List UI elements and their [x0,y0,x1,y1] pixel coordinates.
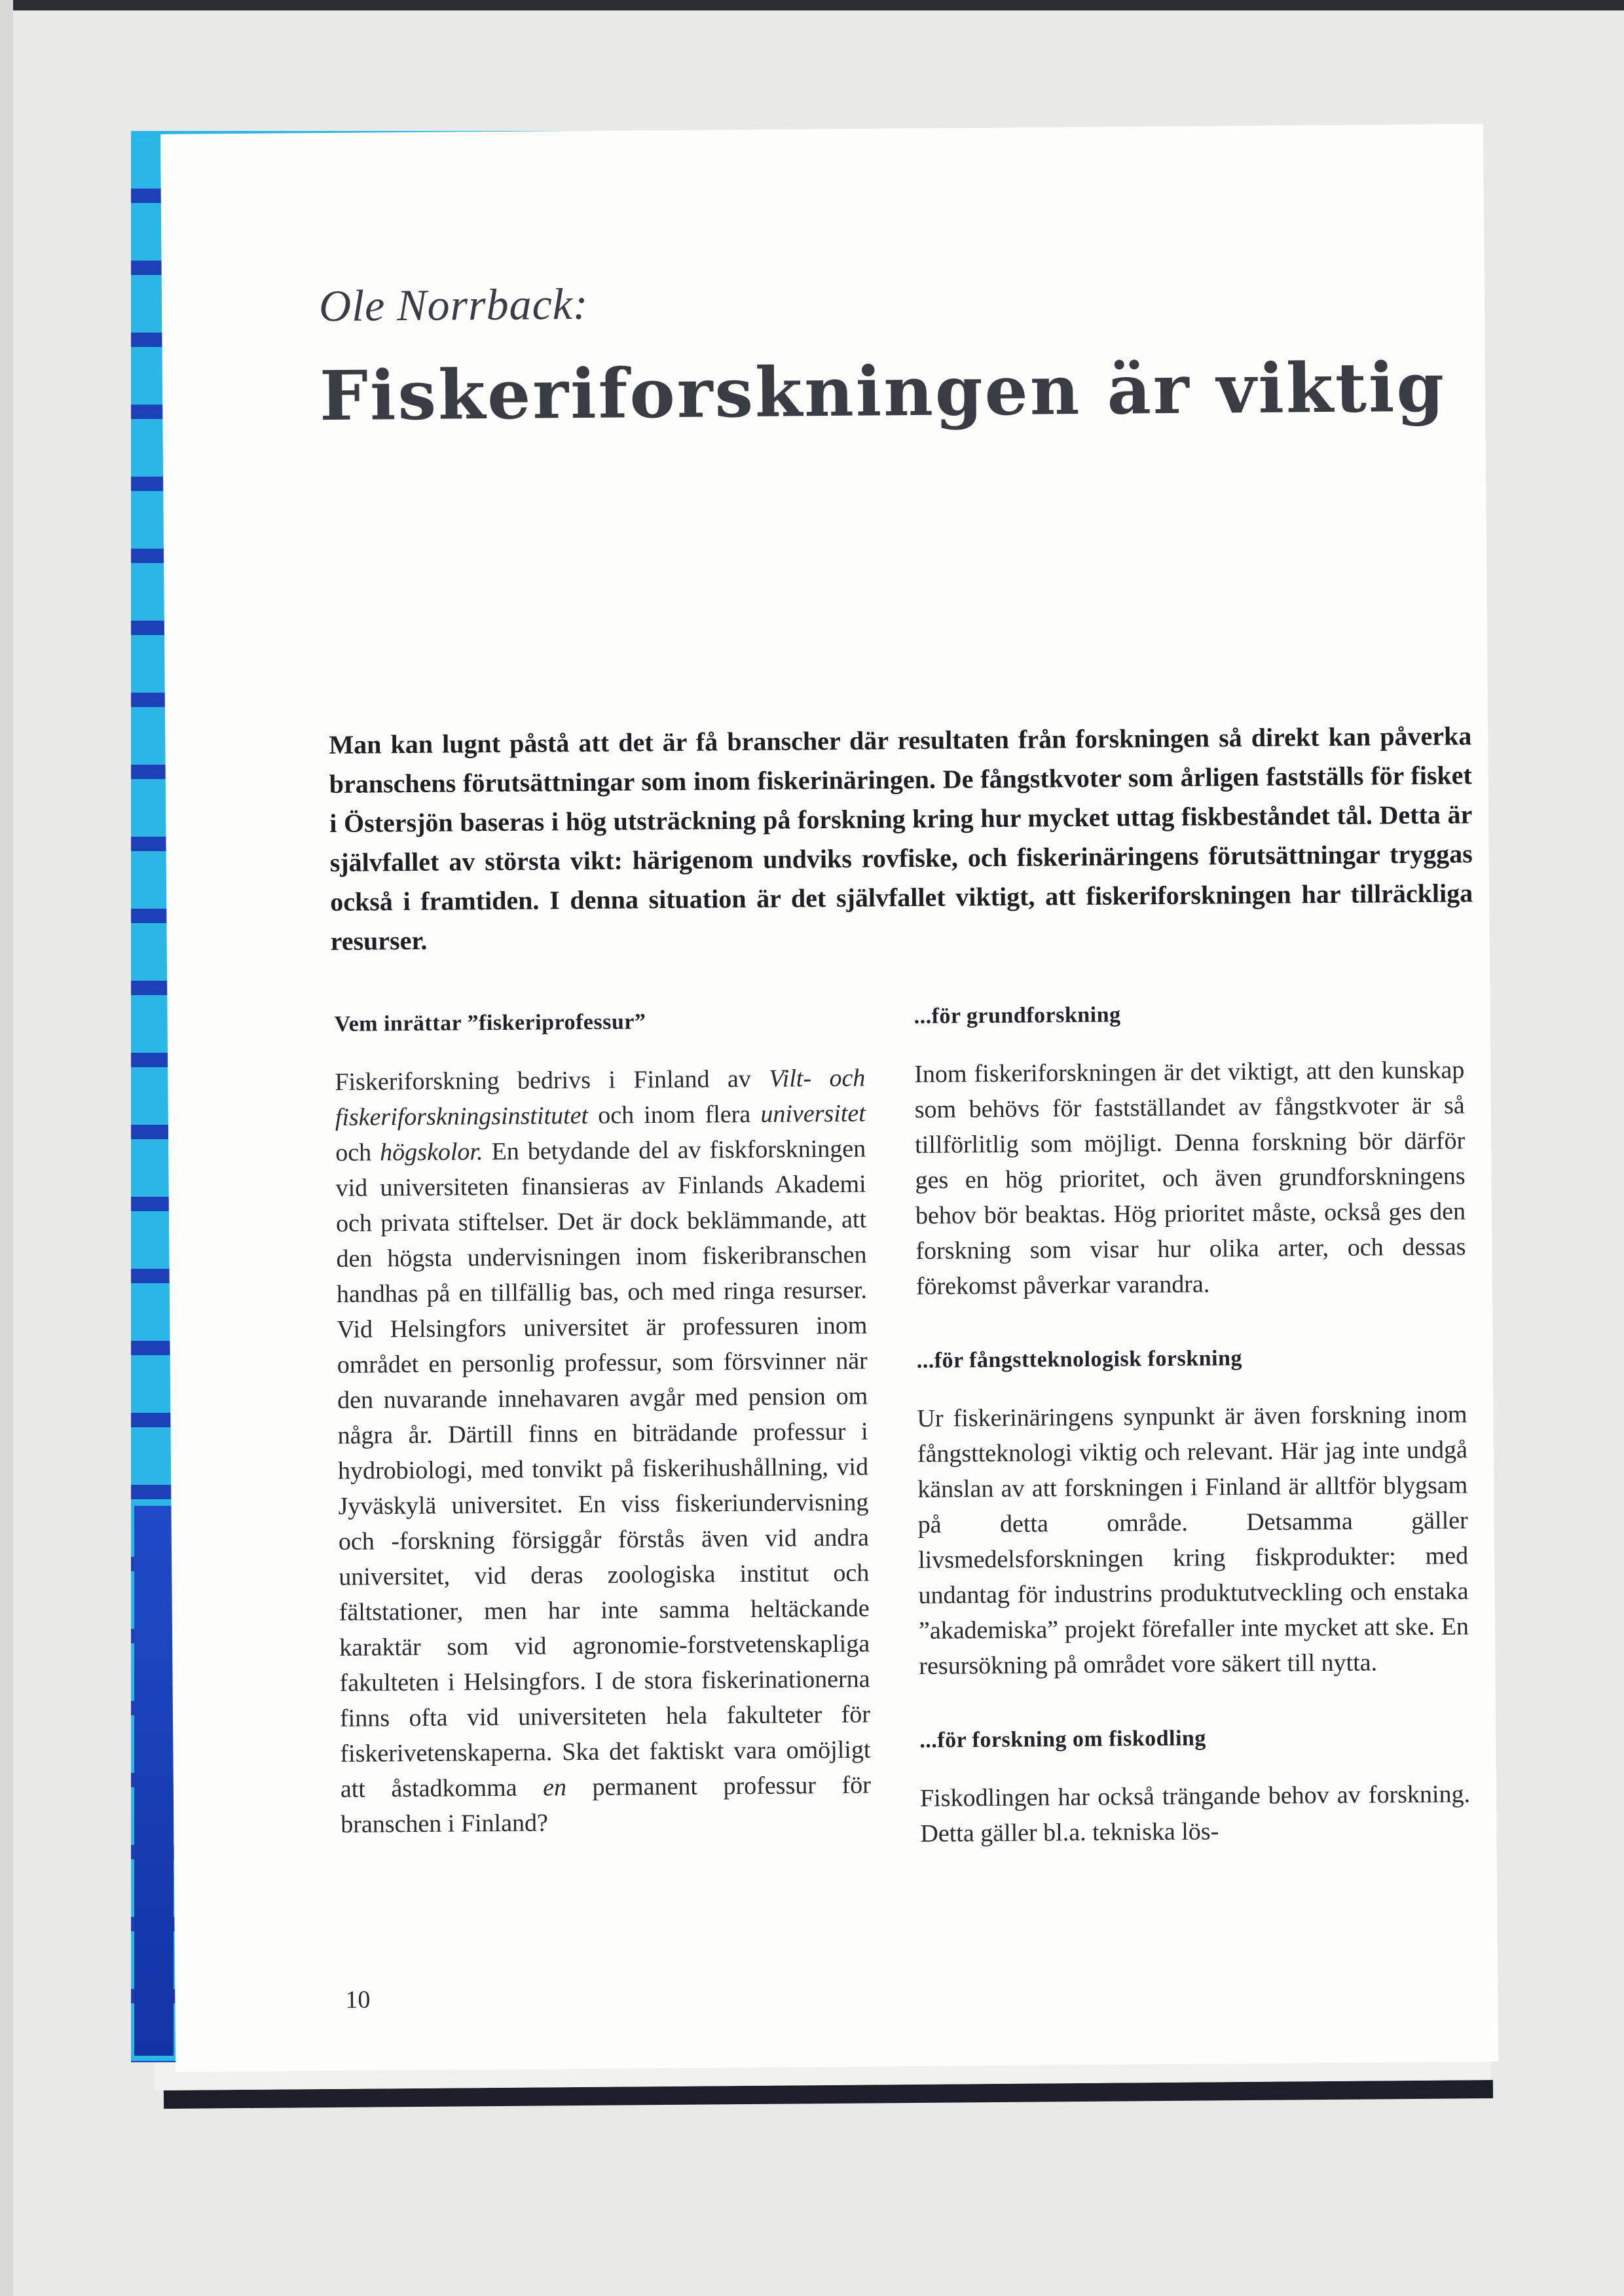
paragraph-fangstteknologi: Ur fiskerinäringens synpunkt är även forskning inom fångstteknologi viktig och relevant. Här jag inte undgå känslan av att forskningen i Finland är alltför blygsam på detta område. Detsamma gäller livsmedelsforskningen kring fiskprodukter: med undantag för industrins produktutveckling och enstaka ”akademiska” projekt förefaller inte mycket att ske. En resursökning på området vore säkert till nytta. [917,1400,1469,1680]
page-number: 10 [345,1986,371,2014]
article-lead: Man kan lugnt påstå att det är få branscher där resultaten från forskningen så direkt kan påverka branschens förutsättningar som inom fiskerinäringen. De fångstkvoter som årligen fastställs för fisket i Östersjön baseras i hög utsträckning på forskning kring hur mycket uttag fiskbeståndet tål. Detta är självfallet av största vikt: härigenom undviks rovfiske, och fiskerinäringens förutsättningar tryggas också i framtiden. I denna situation är det självfallet viktigt, att fiskeriforskningen har tillräckliga resurser. [329,721,1473,956]
text-run: och [335,1139,380,1167]
text-run: permanent professur för branschen i Finland? [341,1771,872,1838]
text-run: Fiskeriforskning bedrivs i Finland av [335,1065,769,1096]
institute-name: Vilt- och fiskeriforskningsinstitutet [335,1064,866,1131]
magazine-page [160,124,1498,2072]
emphasis-en: en [542,1774,567,1802]
emphasis-hogskolor: högskolor. [380,1138,483,1167]
text-run: En betydande del av fiskforskningen vid universiteten finansieras av Finlands Akademi och privata stiftelser. Det är dock beklämmande, att den högsta undervisningen inom fiskeribranschen handhas på en tillfällig bas, och med ringa resurser. Vid Helsingfors universitet är professuren inom området en personlig professur, som försvinner när den nuvarande innehavaren avgår med pension om några år. Därtill finns en biträdande professur i hydrobiologi, med tonvikt på fiskerihushållning, vid Jyväskylä universitet. En viss fiskeriundervisning och -forskning försiggår förstås även vid andra universitet, vid deras zoologiska institut och fältstationer, men har inte samma heltäckande karaktär som vid agronomie-forstvetenskapliga fakulteten i Helsingfors. I de stora fiskerinationerna finns ofta vid universiteten hela fakulteter för fiskerivetenskaperna. Ska det faktiskt vara omöjligt att åstadkomma [335,1135,871,1803]
article-author: Ole Norrback: [318,278,589,331]
scanner-top-edge [0,0,1624,10]
article-title: Fiskeriforskningen är viktig [319,346,1447,437]
paragraph-professur [335,1061,871,1842]
paragraph-fiskodling: Fiskodlingen har också trängande behov av forskning. Detta gäller bl.a. tekniska lös- [919,1780,1471,1848]
right-column [913,994,1471,1891]
section-heading-fangstteknologi: ...för fångstteknologisk forskning [916,1346,1243,1373]
text-run: och inom flera [587,1100,761,1129]
scanner-left-margin [0,0,13,2296]
left-column [334,1003,871,1882]
section-heading-grundforskning: ...för grundforskning [913,1002,1121,1029]
section-heading-professur: Vem inrättar ”fiskeriprofessur” [334,1010,646,1036]
emphasis-universitet: universitet [760,1099,866,1128]
paragraph-grundforskning: Inom fiskeriforskningen är det viktigt, att den kunskap som behövs för fastställandet av fångstkvoter är så tillförlitlig som möjligt. Denna forskning bör därför ges en hög prioritet, och även grundforskningens behov bör beaktas. Hög prioritet måste, också ges den forskning som visar hur olika arter, och dessas förekomst påverkar varandra. [914,1056,1466,1300]
section-heading-fiskodling: ...för forskning om fiskodling [919,1726,1206,1753]
cover-edge-navy [134,1506,174,2056]
